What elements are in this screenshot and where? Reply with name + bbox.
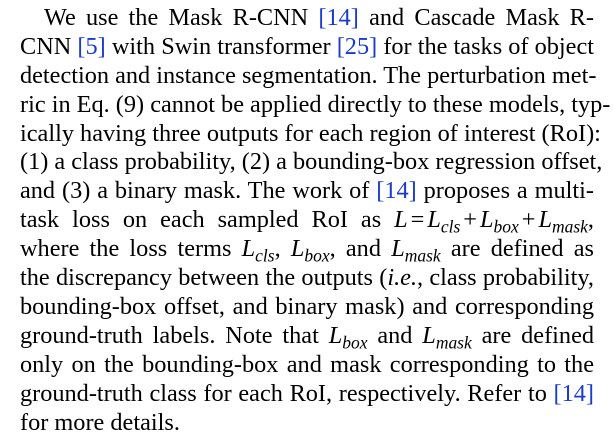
text-line-3: detection and instance segmentation. The perturbation met- bbox=[20, 62, 597, 89]
math-symbol: L bbox=[427, 206, 441, 233]
text-line-1 bbox=[44, 2, 594, 34]
text-line-9 bbox=[20, 233, 594, 265]
math-operator: = bbox=[410, 206, 425, 233]
math-symbol: L bbox=[290, 235, 305, 262]
text-run: , bbox=[274, 235, 291, 262]
text-run: We use the Mask R-CNN bbox=[44, 4, 319, 31]
text-run: are defined bbox=[471, 322, 594, 349]
text-run: task loss on each sampled RoI as bbox=[20, 206, 395, 233]
math-subscript: mask bbox=[435, 332, 472, 353]
text-line-8 bbox=[20, 204, 594, 236]
text-line-14 bbox=[20, 378, 594, 410]
text-run: and bbox=[367, 322, 423, 349]
text-run: and (3) a binary mask. The work of bbox=[20, 177, 377, 204]
math-operator: + bbox=[463, 206, 477, 233]
math-symbol: L bbox=[394, 206, 408, 233]
math-symbol: L bbox=[480, 206, 494, 233]
math-symbol: L bbox=[422, 322, 436, 349]
text-run: , and bbox=[329, 235, 392, 262]
math-subscript: mask bbox=[551, 216, 588, 237]
text-run: with Swin transformer bbox=[105, 33, 337, 60]
text-line-13: only on the bounding-box and mask corresponding to the bbox=[20, 351, 594, 378]
citation-link[interactable]: [14] bbox=[553, 380, 594, 407]
math-subscript: box bbox=[342, 332, 368, 353]
loss-equation bbox=[394, 206, 594, 237]
text-run: CNN bbox=[20, 33, 78, 60]
text-run: ground-truth class for each RoI, respectively. Refer to bbox=[20, 380, 554, 407]
math-subscript: cls bbox=[255, 245, 275, 266]
text-line-6: (1) a class probability, (2) a bounding-box regression offset, bbox=[20, 148, 603, 175]
text-run: the discrepancy between the outputs ( bbox=[20, 264, 388, 291]
text-line-5: ically having three outputs for each region of interest (RoI): bbox=[20, 120, 601, 147]
math-subscript: cls bbox=[440, 216, 461, 237]
text-line-10 bbox=[20, 262, 594, 294]
citation-link[interactable]: [5] bbox=[77, 33, 106, 60]
text-run-italic: i.e. bbox=[387, 264, 418, 291]
text-line-7 bbox=[20, 175, 594, 207]
citation-link[interactable]: [25] bbox=[336, 33, 378, 60]
math-subscript: box bbox=[304, 245, 330, 266]
text-line-12 bbox=[20, 320, 594, 352]
text-line-4: ric in Eq. (9) cannot be applied directly to these models, typ- bbox=[20, 91, 611, 118]
math-symbol: L bbox=[538, 206, 552, 233]
text-run: proposes a multi- bbox=[416, 177, 594, 204]
text-run: for the tasks of object bbox=[377, 33, 594, 60]
math-subscript: mask bbox=[404, 245, 441, 266]
text-run: , class probability, bbox=[417, 264, 594, 291]
citation-link[interactable]: [14] bbox=[318, 4, 359, 31]
citation-link[interactable]: [14] bbox=[376, 177, 417, 204]
math-symbol: L bbox=[328, 322, 343, 349]
text-run: are defined as bbox=[440, 235, 594, 262]
text-line-15: for more details. bbox=[20, 409, 180, 436]
text-line-2 bbox=[20, 31, 594, 63]
math-operator: + bbox=[521, 206, 536, 233]
text-run: , bbox=[587, 206, 594, 233]
text-run: and Cascade Mask R- bbox=[358, 4, 594, 31]
text-line-11: bounding-box offset, and binary mask) and corresponding bbox=[20, 293, 594, 320]
math-subscript: box bbox=[493, 216, 519, 237]
math-symbol: L bbox=[241, 235, 256, 262]
text-run: where the loss terms bbox=[20, 235, 242, 262]
text-run: ground-truth labels. Note that bbox=[20, 322, 329, 349]
math-symbol: L bbox=[391, 235, 405, 262]
